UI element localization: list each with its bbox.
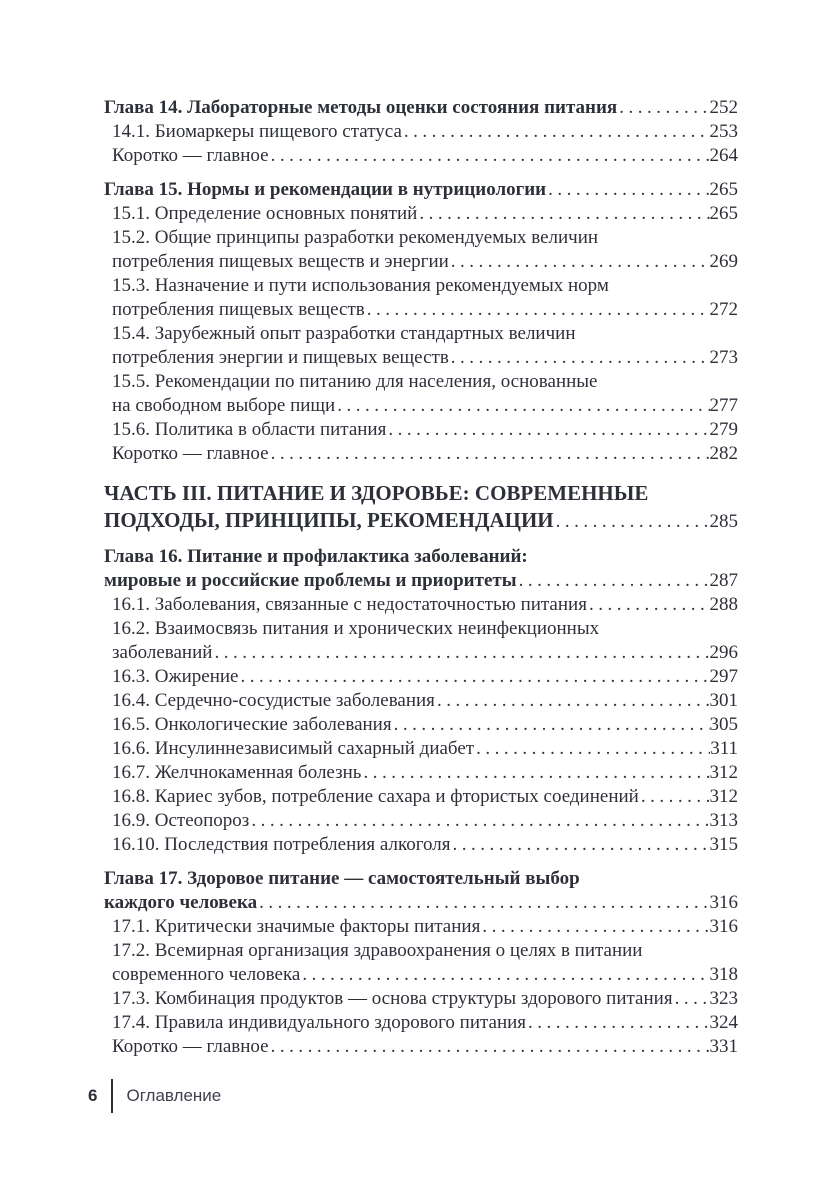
toc-entry-row xyxy=(112,120,738,144)
dot-leader xyxy=(361,761,709,785)
dot-leader xyxy=(673,987,710,1011)
toc-entry-title: 17.3. Комбинация продуктов — основа структуры здорового питания xyxy=(112,988,673,1009)
toc-entry-row xyxy=(104,891,738,915)
toc-page-number: 265 xyxy=(709,179,738,200)
toc-entry xyxy=(104,617,738,665)
toc-entry-row xyxy=(112,665,738,689)
toc-entry xyxy=(104,480,738,535)
toc-page-number: 324 xyxy=(709,1012,738,1033)
toc-entry-row xyxy=(112,713,738,737)
footer-page-number: 6 xyxy=(88,1086,98,1105)
toc-entry xyxy=(104,867,738,915)
toc-entry-title: 17.4. Правила индивидуального здорового питания xyxy=(112,1012,527,1033)
toc-entry-row xyxy=(112,963,738,987)
toc-entry-title: 17.1. Критически значимые факторы питания xyxy=(112,916,481,937)
toc-entry-title: каждого человека xyxy=(104,892,258,913)
toc-entry-leading-line: 16.2. Взаимосвязь питания и хронических неинфекционных xyxy=(112,618,600,639)
toc-entry xyxy=(104,987,738,1011)
toc-entry-title: Коротко — главное xyxy=(112,443,269,464)
toc-entry-title: потребления пищевых веществ и энергии xyxy=(112,251,449,272)
toc-entry-leading-line: Глава 17. Здоровое питание — самостоятельный выбор xyxy=(104,868,580,889)
toc-entry-row xyxy=(112,833,738,857)
dot-leader xyxy=(517,569,710,593)
toc-entry-row xyxy=(112,1011,738,1035)
toc-entry-leading-line: 15.5. Рекомендации по питанию для населения, основанные xyxy=(112,371,598,392)
dot-leader xyxy=(257,891,709,915)
dot-leader xyxy=(526,1011,709,1035)
toc-entry-row xyxy=(112,298,738,322)
toc-entry-title: 16.1. Заболевания, связанные с недостаточностью питания xyxy=(112,594,587,615)
footer-divider xyxy=(111,1079,113,1113)
toc-entry-row xyxy=(104,96,738,120)
toc-entry xyxy=(104,939,738,987)
toc-page-number: 323 xyxy=(709,988,738,1009)
toc-page-number: 316 xyxy=(709,892,738,913)
toc-entry-row xyxy=(112,250,738,274)
toc-entry-row xyxy=(112,442,738,466)
toc-page-number: 253 xyxy=(709,121,738,142)
toc-page-number: 264 xyxy=(709,145,738,166)
toc-entry xyxy=(104,545,738,593)
toc-entry xyxy=(104,593,738,617)
toc-page-number: 315 xyxy=(709,834,738,855)
toc-entry-title: мировые и российские проблемы и приоритеты xyxy=(104,570,517,591)
toc-page-number: 305 xyxy=(709,714,738,735)
toc-entry-row xyxy=(112,346,738,370)
toc-entry-title: 16.10. Последствия потребления алкоголя xyxy=(112,834,451,855)
toc-entry-title: потребления пищевых веществ xyxy=(112,299,365,320)
toc-page-number: 312 xyxy=(709,762,738,783)
dot-leader xyxy=(335,394,709,418)
toc-entry xyxy=(104,226,738,274)
toc-entry xyxy=(104,665,738,689)
toc-entry-title: на свободном выборе пищи xyxy=(112,395,336,416)
toc-entry-title: ПОДХОДЫ, ПРИНЦИПЫ, РЕКОМЕНДАЦИИ xyxy=(104,508,554,532)
toc-entry-title: 16.6. Инсулиннезависимый сахарный диабет xyxy=(112,738,475,759)
toc-entry-row xyxy=(112,737,738,761)
toc-entry-leading-line: ЧАСТЬ III. ПИТАНИЕ И ЗДОРОВЬЕ: СОВРЕМЕННЫЕ xyxy=(104,481,649,505)
toc-entry xyxy=(104,1011,738,1035)
toc-entry-leading-line: 15.4. Зарубежный опыт разработки стандартных величин xyxy=(112,323,576,344)
dot-leader xyxy=(365,298,710,322)
dot-leader xyxy=(386,418,709,442)
dot-leader xyxy=(546,178,709,202)
dot-leader xyxy=(587,593,710,617)
toc-entry-leading-line: 15.3. Назначение и пути использования рекомендуемых норм xyxy=(112,275,609,296)
dot-leader xyxy=(435,689,710,713)
toc-page-number: 277 xyxy=(709,395,738,416)
toc-entry xyxy=(104,96,738,120)
toc-entry-title: Глава 15. Нормы и рекомендации в нутрициологии xyxy=(104,179,547,200)
toc-page-number: 285 xyxy=(709,511,738,532)
toc-entry-title: современного человека xyxy=(112,964,301,985)
toc-entry-row xyxy=(104,569,738,593)
toc-entry-title: 16.9. Остеопороз xyxy=(112,810,250,831)
dot-leader xyxy=(269,442,710,466)
toc-list xyxy=(104,86,738,1059)
dot-leader xyxy=(417,202,709,226)
toc-entry-title: 15.1. Определение основных понятий xyxy=(112,203,418,224)
toc-page-number: 265 xyxy=(709,203,738,224)
toc-entry-title: 16.7. Желчнокаменная болезнь xyxy=(112,762,362,783)
toc-entry xyxy=(104,761,738,785)
toc-entry-row xyxy=(112,809,738,833)
toc-entry xyxy=(104,689,738,713)
toc-entry-row xyxy=(104,178,738,202)
toc-entry-title: потребления энергии и пищевых веществ xyxy=(112,347,449,368)
toc-entry xyxy=(104,442,738,466)
toc-entry-title: 14.1. Биомаркеры пищевого статуса xyxy=(112,121,402,142)
dot-leader xyxy=(238,665,709,689)
toc-entry-row xyxy=(112,915,738,939)
toc-page-number: 252 xyxy=(709,97,738,118)
dot-leader xyxy=(269,1035,710,1059)
toc-entry-title: Коротко — главное xyxy=(112,145,269,166)
dot-leader xyxy=(554,508,710,535)
toc-entry-row xyxy=(112,593,738,617)
toc-entry xyxy=(104,202,738,226)
toc-page-number: 313 xyxy=(709,810,738,831)
toc-page-number: 331 xyxy=(709,1036,738,1057)
toc-entry-title: 15.6. Политика в области питания xyxy=(112,419,387,440)
dot-leader xyxy=(392,713,710,737)
toc-entry xyxy=(104,144,738,168)
toc-entry xyxy=(104,120,738,144)
toc-entry-row xyxy=(112,144,738,168)
dot-leader xyxy=(449,346,710,370)
toc-entry-title: Глава 14. Лабораторные методы оценки состояния питания xyxy=(104,97,618,118)
toc-entry xyxy=(104,713,738,737)
toc-entry-title: 16.5. Онкологические заболевания xyxy=(112,714,392,735)
dot-leader xyxy=(212,641,709,665)
toc-page-number: 282 xyxy=(709,443,738,464)
toc-entry xyxy=(104,737,738,761)
toc-page-number: 316 xyxy=(709,916,738,937)
dot-leader xyxy=(249,809,709,833)
toc-entry-row xyxy=(112,202,738,226)
dot-leader xyxy=(300,963,709,987)
toc-page-number: 272 xyxy=(709,299,738,320)
toc-entry-row xyxy=(112,689,738,713)
toc-entry xyxy=(104,833,738,857)
toc-entry xyxy=(104,274,738,322)
toc-entry xyxy=(104,915,738,939)
dot-leader xyxy=(480,915,709,939)
toc-entry xyxy=(104,1035,738,1059)
dot-leader xyxy=(617,96,709,120)
dot-leader xyxy=(402,120,710,144)
toc-page-number: 296 xyxy=(709,642,738,663)
toc-page-number: 311 xyxy=(710,738,738,759)
page-footer xyxy=(88,1079,221,1113)
toc-entry-title: 16.3. Ожирение xyxy=(112,666,239,687)
toc-entry xyxy=(104,322,738,370)
dot-leader xyxy=(639,785,710,809)
dot-leader xyxy=(449,250,710,274)
toc-entry xyxy=(104,785,738,809)
toc-page-number: 297 xyxy=(709,666,738,687)
toc-entry-leading-line: 17.2. Всемирная организация здравоохранения о целях в питании xyxy=(112,940,643,961)
dot-leader xyxy=(269,144,710,168)
toc-page-number: 269 xyxy=(709,251,738,272)
toc-entry-title: заболеваний xyxy=(112,642,213,663)
toc-entry xyxy=(104,370,738,418)
toc-entry-leading-line: Глава 16. Питание и профилактика заболеваний: xyxy=(104,546,528,567)
toc-entry-row xyxy=(112,987,738,1011)
toc-page-number: 273 xyxy=(709,347,738,368)
toc-entry xyxy=(104,418,738,442)
toc-entry-row xyxy=(112,785,738,809)
toc-page-number: 312 xyxy=(709,786,738,807)
toc-page-number: 318 xyxy=(709,964,738,985)
toc-entry-row xyxy=(112,641,738,665)
footer-section-label: Оглавление xyxy=(126,1086,222,1105)
toc-entry-row xyxy=(112,761,738,785)
toc-entry-row xyxy=(112,1035,738,1059)
toc-entry xyxy=(104,178,738,202)
toc-entry-title: Коротко — главное xyxy=(112,1036,269,1057)
toc-entry-leading-line: 15.2. Общие принципы разработки рекомендуемых величин xyxy=(112,227,599,248)
toc-entry-row xyxy=(112,394,738,418)
toc-entry-row xyxy=(104,507,738,535)
dot-leader xyxy=(474,737,710,761)
toc-page-number: 279 xyxy=(709,419,738,440)
toc-entry-row xyxy=(112,418,738,442)
toc-page-number: 287 xyxy=(709,570,738,591)
dot-leader xyxy=(451,833,710,857)
toc-entry-title: 16.4. Сердечно-сосудистые заболевания xyxy=(112,690,435,711)
toc-page-number: 301 xyxy=(709,690,738,711)
toc-page-number: 288 xyxy=(709,594,738,615)
toc-entry xyxy=(104,809,738,833)
toc-entry-title: 16.8. Кариес зубов, потребление сахара и фтористых соединений xyxy=(112,786,639,807)
